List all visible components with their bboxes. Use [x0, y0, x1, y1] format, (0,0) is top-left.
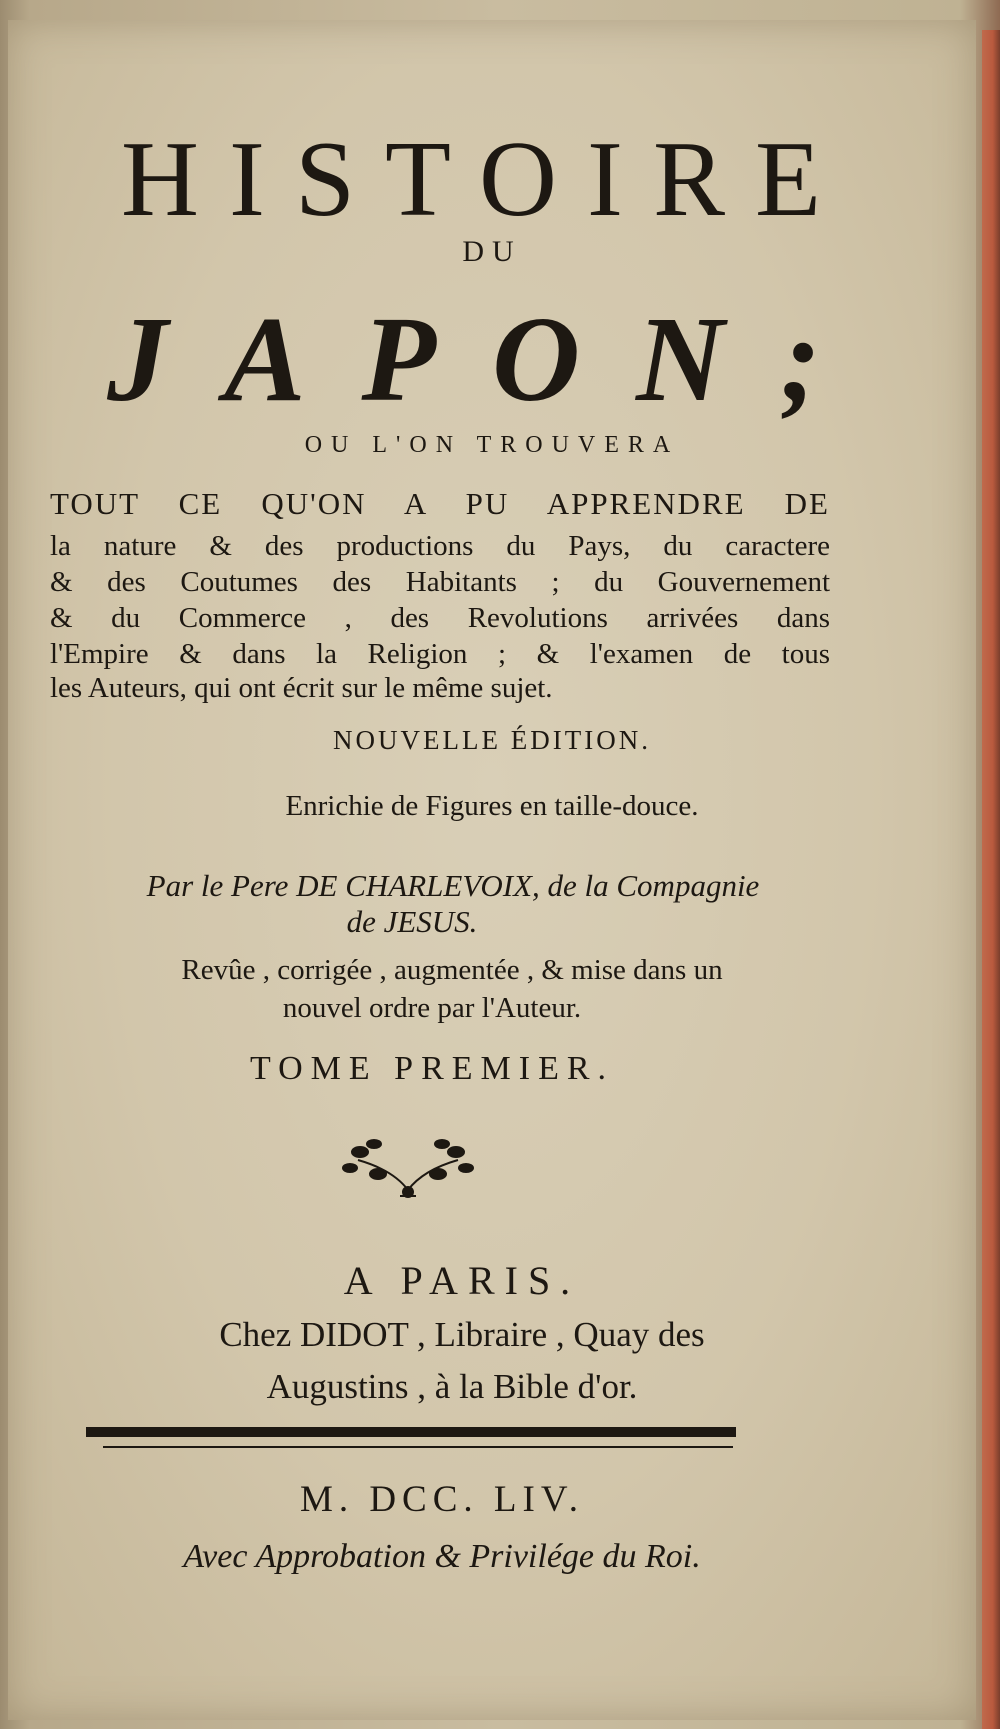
- edition-line: NOUVELLE ÉDITION.: [333, 725, 651, 755]
- title-page: [8, 20, 976, 1720]
- description-line: & du Commerce , des Revolutions arrivées dans: [50, 602, 830, 634]
- floral-vignette-icon: [338, 1130, 478, 1200]
- publisher-line: Chez DIDOT , Libraire , Quay des: [219, 1315, 705, 1354]
- author-line-continued: de JESUS.: [346, 904, 478, 939]
- description-line: & des Coutumes des Habitants ; du Gouvernement: [50, 566, 830, 598]
- description-line: TOUT CE QU'ON A PU APPRENDRE DE: [50, 486, 830, 521]
- thin-rule: [103, 1446, 733, 1448]
- privilege-line: Avec Approbation & Privilége du Roi.: [183, 1538, 701, 1575]
- description-line: la nature & des productions du Pays, du caractere: [50, 530, 830, 562]
- author-line: Par le Pere DE CHARLEVOIX, de la Compagnie: [146, 868, 760, 903]
- intro-line: OU L'ON TROUVERA: [304, 432, 680, 458]
- description-line: les Auteurs, qui ont écrit sur le même sujet.: [50, 672, 553, 704]
- book-subject: JAPON;: [107, 292, 877, 427]
- publisher-line-continued: Augustins , à la Bible d'or.: [266, 1367, 638, 1406]
- publication-date: M. DCC. LIV.: [299, 1479, 585, 1520]
- place-line: A PARIS.: [343, 1258, 581, 1303]
- red-page-edge: [982, 30, 1000, 1729]
- title-connector: DU: [462, 235, 522, 268]
- revision-line: Revûe , corrigée , augmentée , & mise dans un: [181, 954, 723, 986]
- revision-line-continued: nouvel ordre par l'Auteur.: [282, 992, 582, 1024]
- figures-line: Enrichie de Figures en taille-douce.: [285, 790, 699, 822]
- heavy-rule: [86, 1427, 736, 1437]
- book-title: HISTOIRE: [120, 120, 851, 239]
- volume-line: TOME PREMIER.: [249, 1050, 615, 1087]
- description-line: l'Empire & dans la Religion ; & l'examen de tous: [50, 638, 830, 670]
